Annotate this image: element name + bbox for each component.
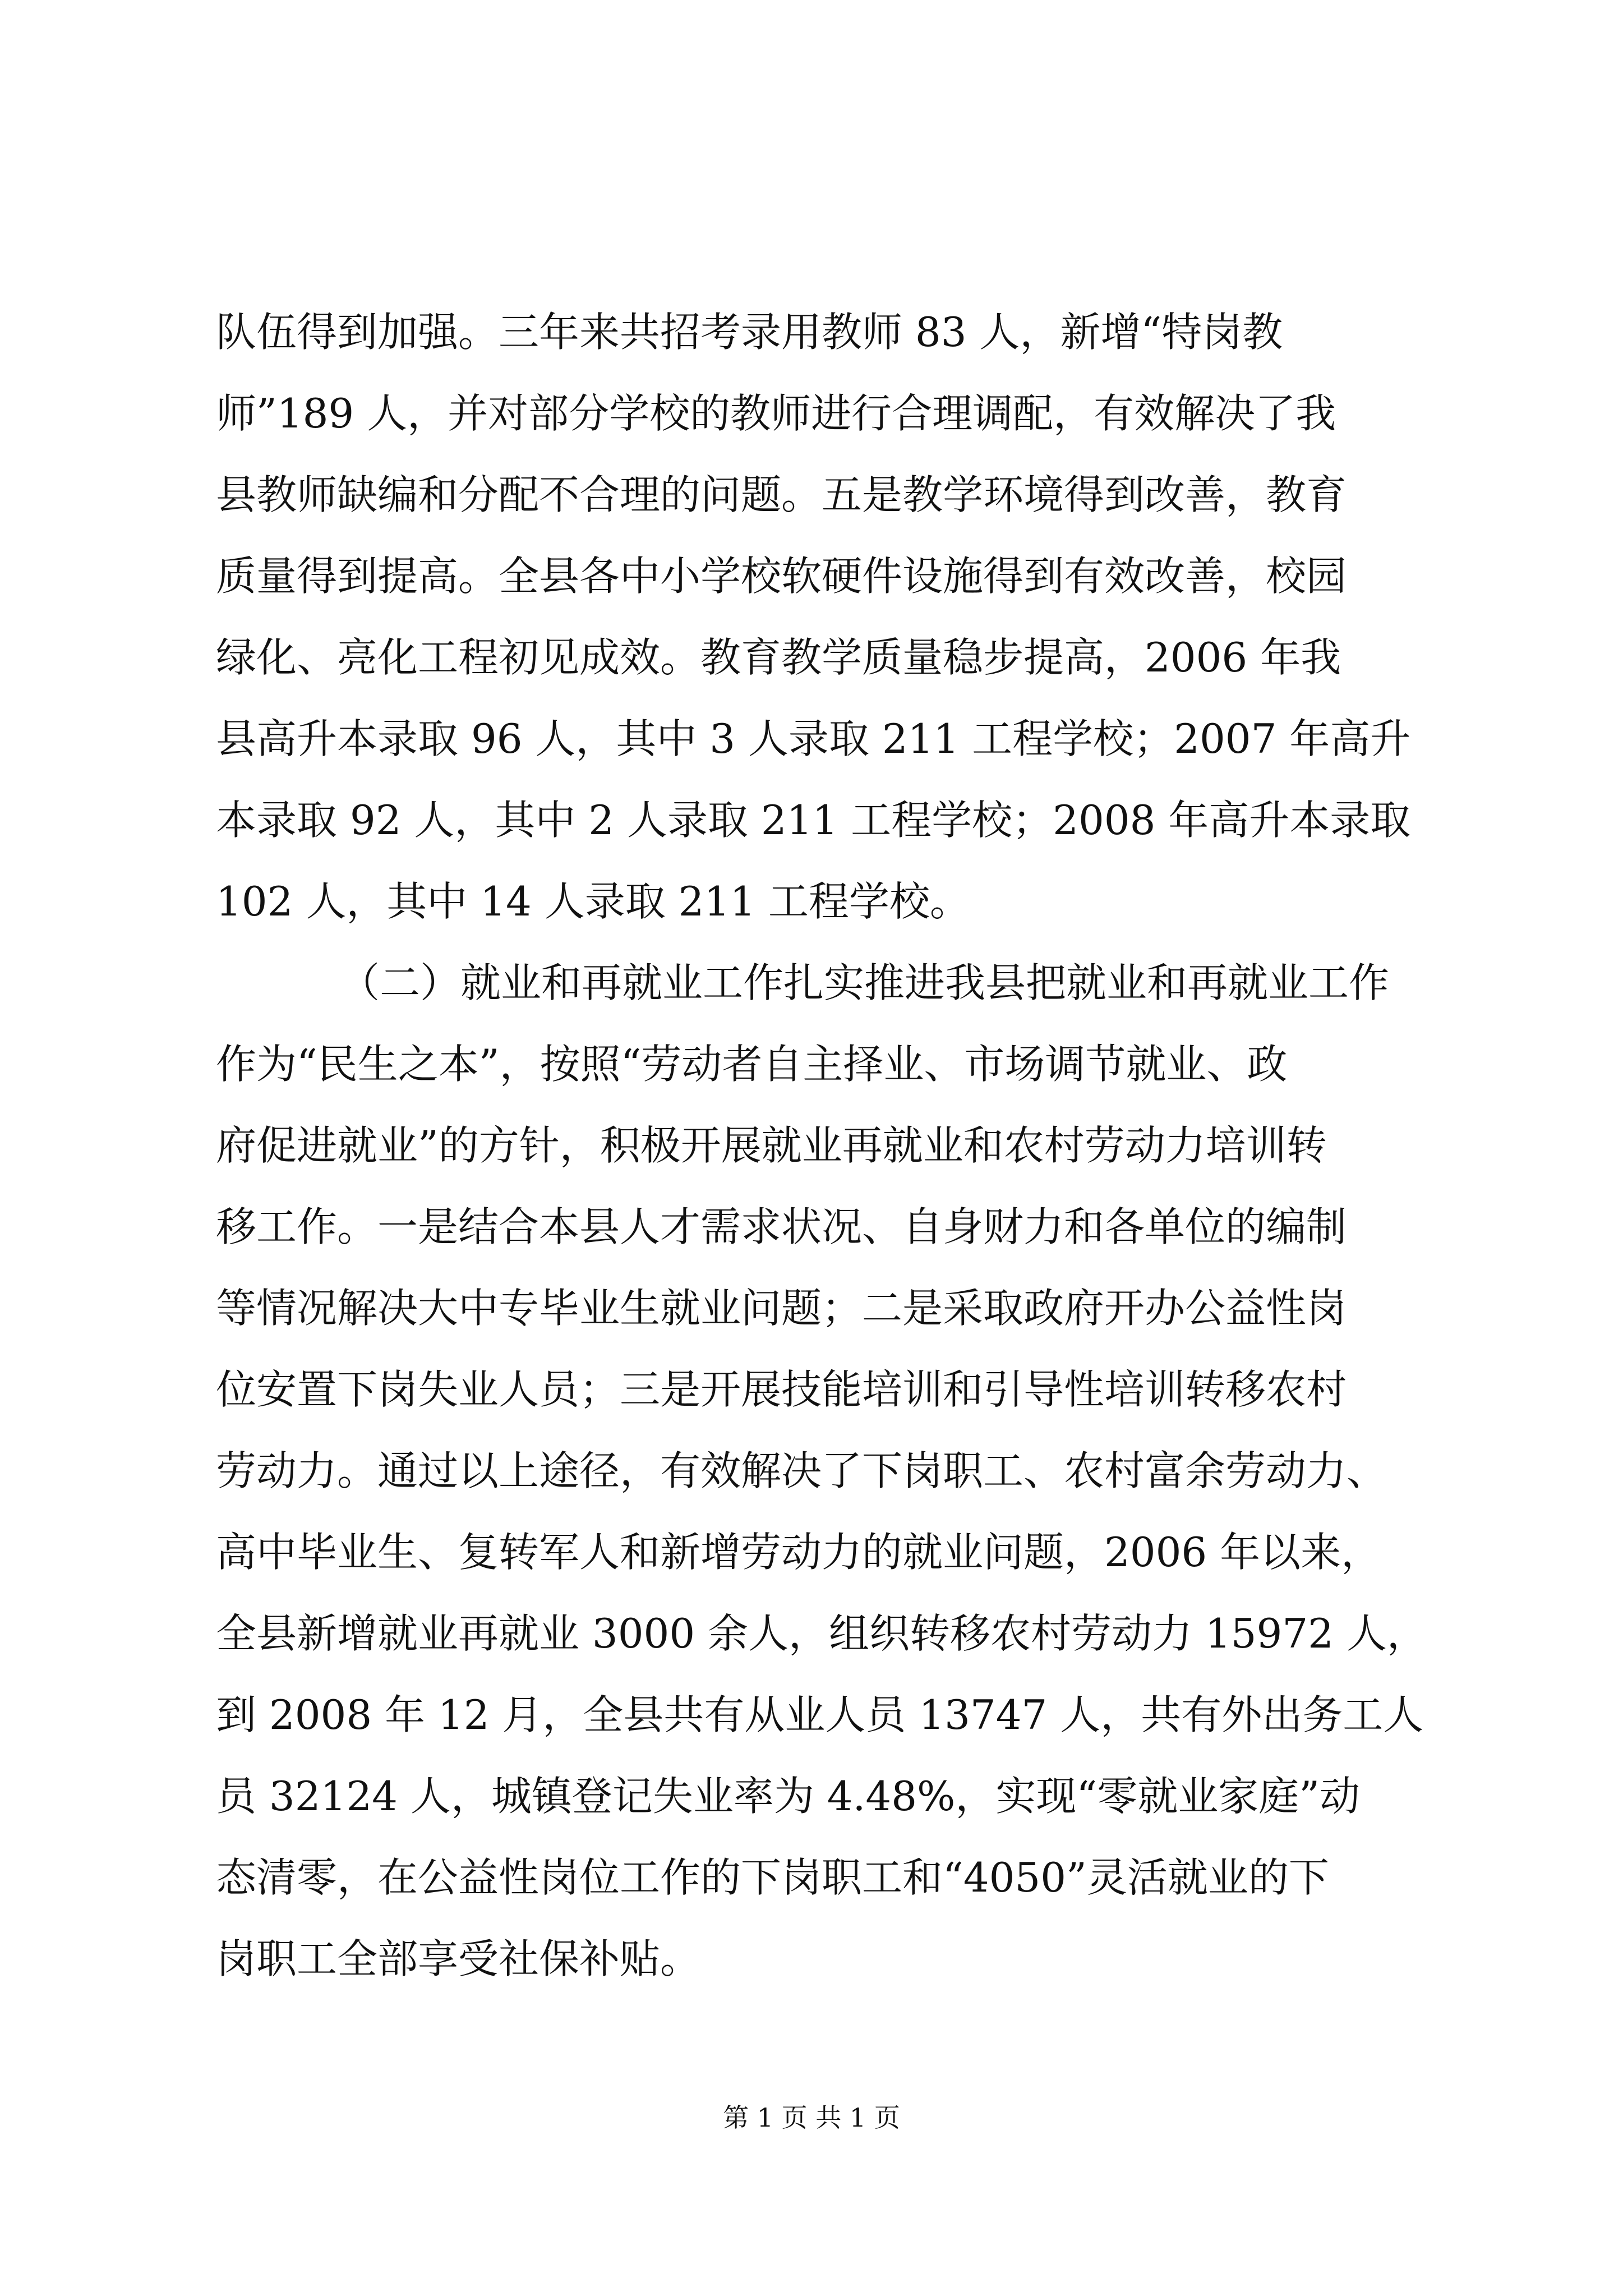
text-line: 县高升本录取 96 人，其中 3 人录取 211 工程学校；2007 年高升 [216,715,1411,762]
text-line: 移工作。一是结合本县人才需求状况、自身财力和各单位的编制 [216,1203,1347,1250]
text-line: 劳动力。通过以上途径，有效解决了下岗职工、农村富余劳动力、 [216,1447,1387,1494]
text-line: 作为“民生之本”，按照“劳动者自主择业、市场调节就业、政 [216,1041,1288,1088]
text-line: 岗职工全部享受社保补贴。 [216,1935,701,1982]
text-line: 员 32124 人，城镇登记失业率为 4.48%，实现“零就业家庭”动 [216,1773,1361,1820]
text-line: 到 2008 年 12 月，全县共有从业人员 13747 人，共有外出务工人 [216,1691,1424,1738]
text-line: 本录取 92 人，其中 2 人录取 211 工程学校；2008 年高升本录取 [216,797,1411,844]
text-line: 102 人，其中 14 人录取 211 工程学校。 [216,878,970,925]
text-line: 等情况解决大中专毕业生就业问题；二是采取政府开办公益性岗 [216,1285,1347,1332]
text-line: 队伍得到加强。三年来共招考录用教师 83 人，新增“特岗教 [216,309,1283,356]
text-line: 绿化、亮化工程初见成效。教育教学质量稳步提高，2006 年我 [216,634,1341,681]
paragraph-employment [216,942,1427,2000]
text-line: 高中毕业生、复转军人和新增劳动力的就业问题，2006 年以来， [216,1529,1382,1576]
text-line: （二）就业和再就业工作扎实推进我县把就业和再就业工作 [339,959,1390,1006]
text-line: 师”189 人，并对部分学校的教师进行合理调配，有效解决了我 [216,390,1336,437]
text-line: 态清零，在公益性岗位工作的下岗职工和“4050”灵活就业的下 [216,1854,1329,1901]
page-number-footer: 第 1 页 共 1 页 [723,2102,900,2133]
text-line: 位安置下岗失业人员；三是开展技能培训和引导性培训转移农村 [216,1366,1347,1413]
paragraph-education [216,292,1411,942]
text-line: 府促进就业”的方针，积极开展就业再就业和农村劳动力培训转 [216,1122,1327,1169]
text-line: 全县新增就业再就业 3000 余人，组织转移农村劳动力 15972 人， [216,1610,1427,1657]
document-body [216,292,1427,2000]
text-line: 县教师缺编和分配不合理的问题。五是教学环境得到改善，教育 [216,471,1347,518]
text-line: 质量得到提高。全县各中小学校软硬件设施得到有效改善，校园 [216,553,1347,600]
